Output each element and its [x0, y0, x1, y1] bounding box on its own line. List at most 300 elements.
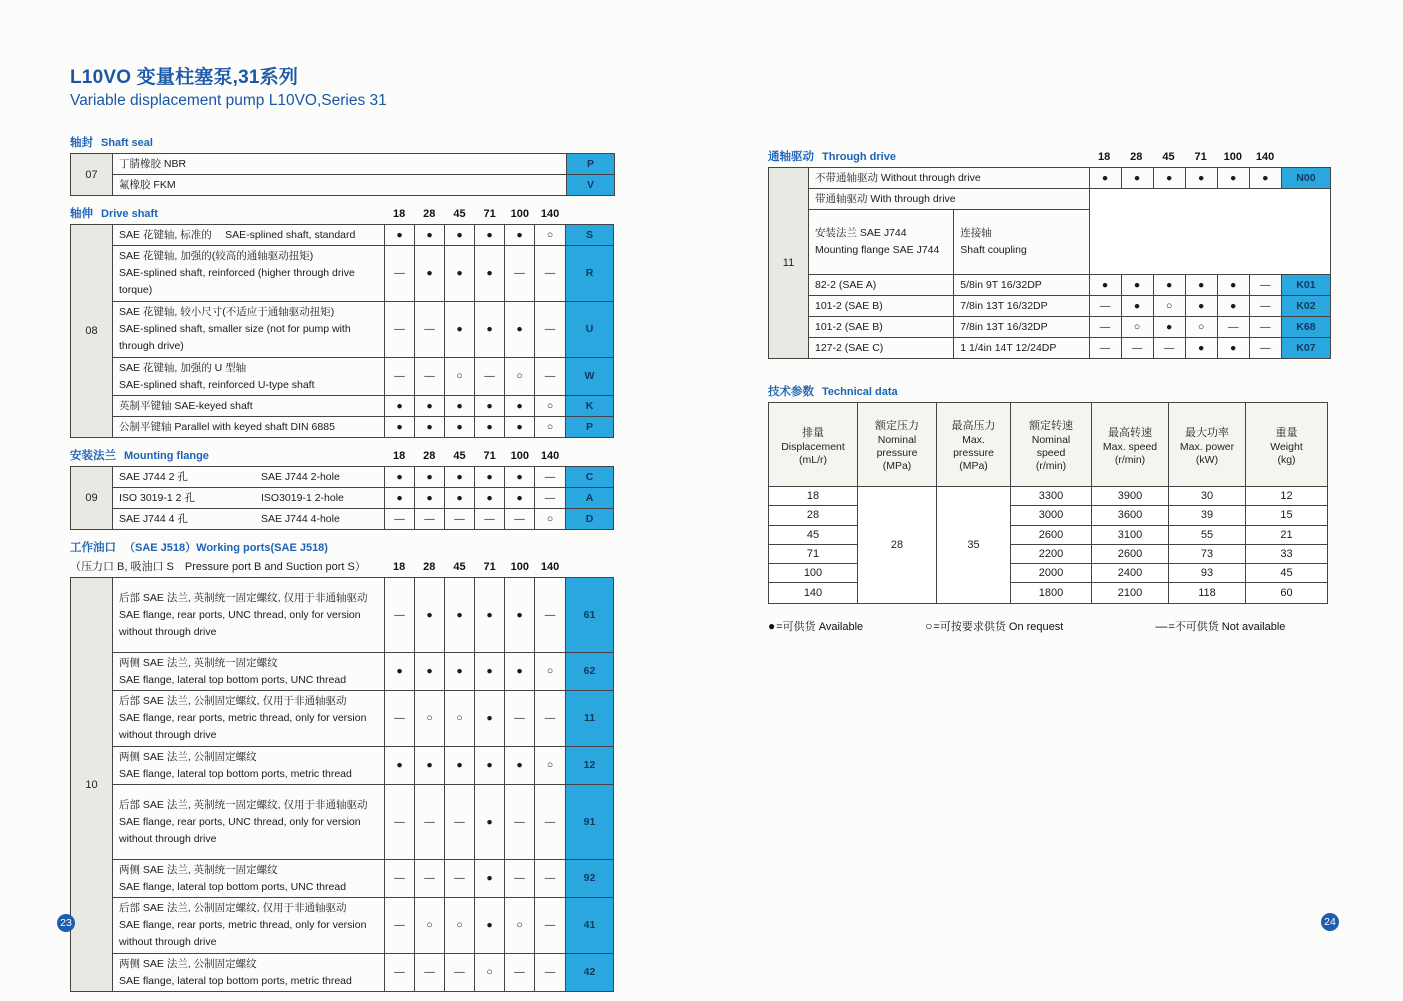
technical-data-table [768, 402, 1328, 604]
table-row [113, 358, 614, 396]
desc-zh: SAE J744 2 孔 [119, 470, 188, 483]
tech-cell-weight: 33 [1246, 545, 1327, 564]
tech-cell-max-power: 73 [1169, 545, 1245, 564]
coupling-cell: 7/8in 13T 16/32DP [954, 317, 1089, 338]
section-id-badge: 11 [768, 167, 808, 359]
desc-line-en: SAE flange, lateral top bottom ports, UNC thread [119, 673, 347, 686]
desc-line-en: SAE-splined shaft, smaller size (not for pump with through drive) [119, 323, 351, 352]
availability-cell: ● [505, 302, 535, 358]
desc-line-zh: 英制平键轴 SAE-keyed shaft [119, 399, 253, 412]
availability-cell: ● [475, 747, 505, 785]
availability-cell: — [1217, 317, 1249, 338]
header-line: (kW) [1195, 453, 1219, 466]
empty-cell [1089, 189, 1330, 275]
section-header [70, 134, 616, 151]
availability-cell: — [445, 509, 475, 530]
option-code: W [566, 358, 614, 396]
availability-cell: — [385, 246, 415, 302]
desc-line-zh: 两侧 SAE 法兰, 英制统一固定螺纹 [119, 656, 278, 669]
tech-cell-nominal-speed: 2200 [1011, 545, 1091, 564]
tech-col-max-speed [1092, 403, 1169, 603]
tech-cell-weight: 60 [1280, 587, 1293, 600]
availability-cell: ● [505, 488, 535, 509]
header-line: speed [1036, 447, 1066, 459]
availability-cell: ● [475, 396, 505, 417]
tech-cell-max-speed: 3600 [1092, 506, 1168, 525]
size-column-label: 18 [392, 450, 406, 462]
desc-line-zh: 后部 SAE 法兰, 英制统一固定螺纹, 仅用于非通轴驱动 [119, 591, 368, 604]
option-code: P [566, 417, 614, 438]
availability-cell: ● [415, 747, 445, 785]
availability-cell: ● [385, 467, 415, 488]
option-description [113, 785, 385, 860]
availability-cell: ○ [445, 691, 475, 747]
tech-header-weight [1246, 403, 1327, 487]
section-title-zh: 轴封 [70, 137, 93, 149]
availability-cell: ● [415, 225, 445, 246]
desc-line-zh: SAE 花键轴, 加强的 U 型轴 [119, 361, 247, 374]
desc-line-zh: 两侧 SAE 法兰, 公制固定螺纹 [119, 957, 257, 970]
availability-cell: ● [445, 396, 475, 417]
option-description [113, 246, 385, 302]
legend-available [768, 618, 863, 634]
table-row [113, 860, 614, 898]
option-description [113, 860, 385, 898]
section-title-paren: （SAE J518）Working ports(SAE J518) [124, 542, 328, 554]
option-description [113, 747, 385, 785]
tech-cell-displacement: 18 [769, 487, 857, 506]
table-row [113, 488, 614, 509]
section-title-en: Mounting flange [124, 450, 209, 462]
option-code: C [566, 467, 614, 488]
mounting-rows [113, 467, 614, 530]
availability-cell: ● [445, 578, 475, 653]
left-page [70, 62, 616, 1001]
availability-cell: ● [415, 396, 445, 417]
availability-cell: ● [385, 417, 415, 438]
table-row [113, 225, 614, 246]
tech-col-max-pressure [937, 403, 1011, 603]
availability-cell: — [535, 785, 566, 860]
option-code: U [566, 302, 614, 358]
tech-header-max-speed [1092, 403, 1168, 487]
header-line: pressure [953, 447, 994, 459]
option-code: R [566, 246, 614, 302]
section-drive-shaft [70, 205, 616, 438]
size-column-label: 28 [423, 450, 436, 462]
availability-cell: — [385, 785, 415, 860]
table-row [113, 175, 615, 196]
header-line: 最大功率 [1185, 426, 1229, 439]
availability-cell: ● [415, 246, 445, 302]
table-row [113, 578, 614, 653]
availability-cell: ● [415, 578, 445, 653]
availability-cell: — [415, 860, 445, 898]
availability-cell: ○ [535, 417, 566, 438]
availability-cell: ● [1217, 296, 1249, 317]
availability-cell: ● [1217, 275, 1249, 296]
availability-cell: ● [445, 246, 475, 302]
tech-cell-nominal-speed: 2000 [1011, 564, 1091, 583]
availability-cell: ● [1185, 275, 1217, 296]
availability-cell: ○ [505, 358, 535, 396]
availability-cell: ● [505, 747, 535, 785]
availability-cell: — [385, 358, 415, 396]
availability-cell: ● [1249, 168, 1281, 189]
tech-header-max-pressure [937, 403, 1010, 487]
option-code: K68 [1281, 317, 1330, 338]
desc-line-en: SAE flange, rear ports, UNC thread, only for version without through drive [119, 815, 361, 845]
legend-label: =不可供货 Not available [1168, 620, 1286, 633]
tech-col-nominal-speed [1011, 403, 1092, 603]
availability-cell: ● [445, 302, 475, 358]
availability-cell: — [415, 302, 445, 358]
header-line: (r/min) [1035, 460, 1067, 472]
table-row [113, 302, 614, 358]
availability-cell: — [505, 509, 535, 530]
desc-line-zh: 两侧 SAE 法兰, 公制固定螺纹 [119, 750, 257, 763]
table-row [113, 509, 614, 530]
tech-col-nominal-pressure [858, 403, 937, 603]
availability-cell: ○ [445, 358, 475, 396]
option-code: 42 [566, 954, 614, 992]
availability-cell: ● [505, 653, 535, 691]
flange-cell: 127-2 (SAE C) [809, 338, 954, 359]
table-row [113, 653, 614, 691]
availability-cell: ● [505, 467, 535, 488]
availability-cell: ● [385, 653, 415, 691]
tech-cell-weight: 45 [1246, 564, 1327, 583]
header-line: Nominal [877, 434, 917, 446]
availability-cell: ○ [535, 396, 566, 417]
availability-cell: ● [475, 578, 505, 653]
availability-cell: ● [445, 225, 475, 246]
option-description [113, 396, 385, 417]
flange-cell: 101-2 (SAE B) [809, 296, 954, 317]
tech-cell-displacement: 100 [769, 564, 857, 583]
availability-cell: ● [445, 747, 475, 785]
header-line: Weight [1270, 440, 1303, 453]
availability-cell: — [1249, 296, 1281, 317]
size-column-label: 100 [510, 208, 530, 220]
availability-cell: — [535, 488, 566, 509]
desc-en: SAE J744 2-hole [261, 470, 340, 483]
desc-line-zh: 后部 SAE 法兰, 英制统一固定螺纹, 仅用于非通轴驱动 [119, 798, 368, 811]
option-code: K [566, 396, 614, 417]
ports-subtitle: （压力口 B, 吸油口 S Pressure port B and Suction port S） [70, 561, 366, 573]
table-row [113, 898, 614, 954]
option-code: 92 [566, 860, 614, 898]
desc-line-en: SAE flange, rear ports, metric thread, only for version without through drive [119, 919, 367, 948]
section-id-badge: 10 [70, 577, 112, 992]
section-title-zh: 技术参数 [768, 386, 814, 398]
size-column-label: 140 [540, 208, 560, 220]
availability-cell: — [415, 785, 445, 860]
section-mounting-flange [70, 447, 616, 530]
through-drive-table [808, 167, 1331, 359]
subheader-zh: 安装法兰 SAE J744 [815, 227, 907, 239]
availability-cell: — [505, 785, 535, 860]
page-title: L10VO 变量柱塞泵,31系列 [70, 67, 299, 88]
availability-cell: ● [475, 488, 505, 509]
section-header [70, 205, 616, 222]
table-row [809, 275, 1331, 296]
header-line: pressure [876, 447, 918, 459]
tech-cell-max-power: 118 [1198, 587, 1216, 600]
option-code: 41 [566, 898, 614, 954]
availability-cell: — [535, 954, 566, 992]
availability-cell: ● [385, 396, 415, 417]
desc-line-zh: 后部 SAE 法兰, 公制固定螺纹, 仅用于非通轴驱动 [119, 695, 347, 707]
tech-header-displacement [769, 403, 857, 487]
drive-shaft-table-wrap [70, 224, 616, 438]
size-column-label: 71 [483, 450, 496, 462]
section-header [768, 148, 1332, 165]
availability-cell: ● [445, 488, 475, 509]
desc-en: ISO3019-1 2-hole [261, 491, 344, 504]
size-column-label: 28 [423, 561, 436, 573]
shaft-coupling-subheader [954, 210, 1089, 275]
availability-cell: ● [415, 467, 445, 488]
availability-cell: — [385, 898, 415, 954]
desc-line-en: SAE-splined shaft, reinforced (higher through drive torque) [119, 267, 355, 296]
header-line: (MPa) [959, 460, 988, 472]
table-row [809, 338, 1331, 359]
size-column-label: 45 [1162, 151, 1175, 163]
availability-cell: — [385, 860, 415, 898]
size-column-label: 71 [483, 208, 496, 220]
header-line: Max. power [1179, 440, 1235, 453]
option-description [113, 225, 385, 246]
availability-cell: ● [385, 488, 415, 509]
filled-circle-icon: ● [768, 618, 776, 633]
tech-cell-nominal-speed: 1800 [1038, 587, 1064, 600]
availability-cell: — [415, 358, 445, 396]
option-description [113, 954, 385, 992]
header-line: 额定转速 [1029, 420, 1073, 432]
option-code: 61 [566, 578, 614, 653]
legend-on-request [925, 618, 1063, 634]
availability-cell: ○ [415, 691, 445, 747]
coupling-cell: 5/8in 9T 16/32DP [954, 275, 1089, 296]
section-title-zh: 通轴驱动 [768, 151, 814, 163]
drive-shaft-table [112, 224, 614, 438]
header-line: 重量 [1275, 426, 1298, 439]
mounting-flange-table [112, 466, 614, 530]
availability-cell: ○ [1121, 317, 1153, 338]
flange-cell: 101-2 (SAE B) [809, 317, 954, 338]
availability-cell: — [1249, 338, 1281, 359]
option-description [113, 578, 385, 653]
size-column-label: 140 [540, 561, 560, 573]
availability-cell: — [385, 691, 415, 747]
desc-line-en: SAE flange, lateral top bottom ports, UNC thread [119, 880, 347, 893]
tech-col-weight [1246, 403, 1327, 603]
size-column-label: 140 [540, 450, 560, 462]
availability-cell: — [535, 860, 566, 898]
tech-cell-weight: 15 [1246, 506, 1327, 525]
option-code: 91 [566, 785, 614, 860]
section-shaft-seal [70, 134, 616, 196]
availability-cell: ○ [505, 898, 535, 954]
availability-cell: ● [445, 467, 475, 488]
availability-cell: — [535, 691, 566, 747]
availability-cell: — [1089, 296, 1121, 317]
section-subheader [70, 558, 616, 575]
tech-col-max-power [1169, 403, 1246, 603]
shaft-seal-table [112, 153, 615, 196]
with-through-drive-label: 带通轴驱动 With through drive [809, 189, 1090, 210]
table-row-with-through-drive-label [809, 189, 1331, 210]
header-line: 最高压力 [951, 420, 996, 432]
availability-cell: — [445, 860, 475, 898]
tech-cell-nominal-speed: 2600 [1011, 526, 1091, 545]
size-column-label: 140 [1255, 151, 1275, 163]
availability-cell: ○ [445, 898, 475, 954]
desc-line-en: SAE flange, rear ports, UNC thread, only for version without through drive [119, 608, 361, 638]
section-title-en: Drive shaft [101, 208, 158, 220]
drive-shaft-rows [113, 225, 614, 438]
table-row [113, 246, 614, 302]
legend-label: =可供货 Available [776, 620, 864, 633]
availability-cell: — [385, 954, 415, 992]
availability-cell: ● [1153, 168, 1185, 189]
availability-cell: ● [475, 860, 505, 898]
tech-col-displacement [769, 403, 858, 603]
open-circle-icon: ○ [925, 618, 933, 633]
availability-cell: — [385, 578, 415, 653]
availability-cell: ● [1185, 168, 1217, 189]
availability-cell: ● [415, 417, 445, 438]
header-line: 额定压力 [875, 420, 919, 432]
availability-cell: ○ [535, 653, 566, 691]
availability-cell: ○ [535, 509, 566, 530]
section-title-en: Through drive [822, 151, 896, 163]
table-row [809, 296, 1331, 317]
coupling-cell: 7/8in 13T 16/32DP [954, 296, 1089, 317]
size-column-label: 28 [1130, 151, 1143, 163]
option-code: 62 [566, 653, 614, 691]
option-code: K01 [1281, 275, 1330, 296]
tech-cell-max-power: 39 [1169, 506, 1245, 525]
tech-cell-max-power: 30 [1169, 487, 1245, 506]
desc-line-en: SAE flange, rear ports, metric thread, only for version without through drive [119, 712, 367, 741]
mounting-flange-subheader [809, 210, 954, 275]
option-description: 氟橡胶 FKM [113, 175, 567, 196]
availability-cell: ● [505, 578, 535, 653]
section-title-zh: 工作油口 [70, 542, 116, 554]
availability-cell: ● [1185, 338, 1217, 359]
through-rows [809, 168, 1331, 359]
shaft-seal-rows [113, 154, 615, 196]
tech-cell-max-speed: 3900 [1092, 487, 1168, 506]
tech-cell-nominal-speed: 3300 [1011, 487, 1091, 506]
dash-icon: — [1155, 618, 1168, 633]
option-code: N00 [1281, 168, 1330, 189]
size-columns-header [1088, 150, 1281, 165]
subheader-en: Mounting flange SAE J744 [815, 244, 940, 256]
page-number-right: 24 [1321, 913, 1339, 931]
availability-cell: ● [1153, 275, 1185, 296]
table-row [113, 417, 614, 438]
availability-cell: ● [475, 302, 505, 358]
option-description [113, 467, 385, 488]
page-number-left: 23 [57, 914, 75, 932]
size-columns-header [384, 207, 565, 222]
availability-cell: ● [475, 785, 505, 860]
size-column-label: 45 [453, 208, 466, 220]
table-row [113, 691, 614, 747]
availability-cell: — [1121, 338, 1153, 359]
header-line: 最高转速 [1108, 426, 1152, 439]
ports-table-wrap [70, 577, 616, 992]
availability-cell: — [505, 954, 535, 992]
option-description [113, 417, 385, 438]
table-row [809, 317, 1331, 338]
desc-line-en: SAE flange, lateral top bottom ports, metric thread [119, 974, 352, 987]
desc-line-en: SAE flange, lateral top bottom ports, metric thread [119, 767, 352, 780]
availability-cell: — [535, 578, 566, 653]
table-row-without-through-drive [809, 168, 1331, 189]
availability-cell: ● [1217, 168, 1249, 189]
option-code: P [567, 154, 615, 175]
tech-cell-max-power: 55 [1169, 526, 1245, 545]
availability-cell: ● [505, 396, 535, 417]
section-id-badge: 09 [70, 466, 112, 530]
section-header [70, 447, 616, 464]
availability-cell: ○ [1185, 317, 1217, 338]
availability-cell: ● [475, 898, 505, 954]
availability-cell: ● [505, 417, 535, 438]
table-row [113, 396, 614, 417]
size-column-label: 100 [1223, 151, 1243, 163]
section-id-badge: 08 [70, 224, 112, 438]
table-row [113, 954, 614, 992]
mounting-table-wrap [70, 466, 616, 530]
flange-cell: 82-2 (SAE A) [809, 275, 954, 296]
option-description [113, 509, 385, 530]
size-column-label: 45 [453, 561, 466, 573]
availability-cell: ● [1153, 317, 1185, 338]
option-description [113, 898, 385, 954]
size-column-label: 18 [392, 208, 406, 220]
header-line: Displacement [781, 440, 845, 453]
availability-cell: ○ [535, 747, 566, 785]
shaft-seal-table-wrap [70, 153, 616, 196]
section-header [70, 539, 616, 556]
option-description [113, 653, 385, 691]
availability-legend [768, 618, 1332, 634]
tech-cell-displacement: 140 [803, 587, 823, 600]
page-subtitle: Variable displacement pump L10VO,Series 31 [70, 92, 387, 109]
desc-line-en: SAE-splined shaft, reinforced U-type shaft [119, 378, 315, 391]
availability-cell: ○ [535, 225, 566, 246]
availability-cell: ● [505, 225, 535, 246]
availability-cell: ● [475, 225, 505, 246]
availability-cell: ● [475, 691, 505, 747]
availability-cell: ● [1121, 168, 1153, 189]
desc-line-zh: SAE 花键轴, 较小尺寸(不适应于通轴驱动扭矩) [119, 306, 335, 318]
tech-cell-max-speed: 2400 [1092, 564, 1168, 583]
table-row [113, 747, 614, 785]
availability-cell: ● [445, 417, 475, 438]
tech-cell-displacement: 45 [769, 526, 857, 545]
availability-cell: — [415, 954, 445, 992]
tech-cell-displacement: 71 [769, 545, 857, 564]
availability-cell: ○ [415, 898, 445, 954]
size-columns-header [384, 449, 565, 464]
availability-cell: — [445, 954, 475, 992]
